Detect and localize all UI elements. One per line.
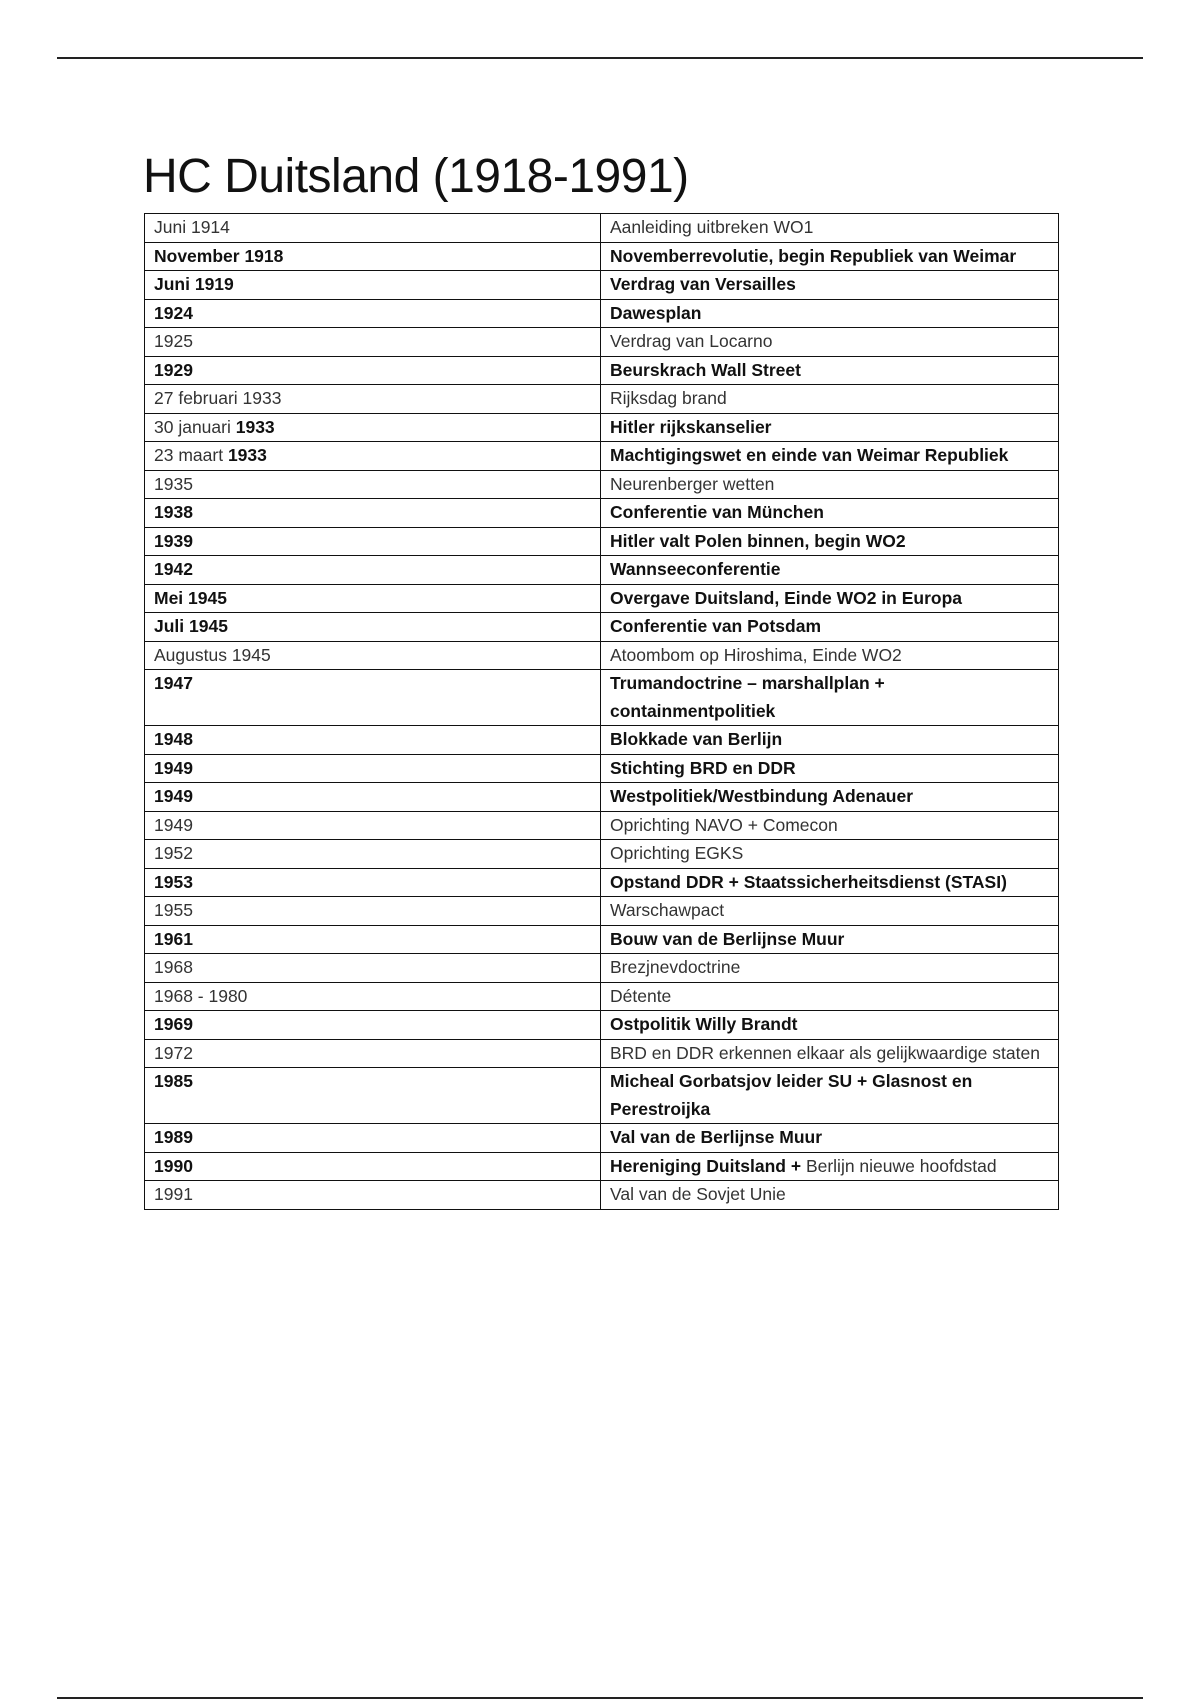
event-cell: Dawesplan [601,299,1059,328]
table-row [145,840,1059,869]
event-cell [601,1152,1059,1181]
table-row [145,726,1059,755]
date-cell [145,442,601,471]
table-row [145,641,1059,670]
event-cell-text: Berlijn nieuwe hoofdstad [805,1155,997,1176]
event-cell: Val van de Berlijnse Muur [601,1124,1059,1153]
event-cell: Conferentie van München [601,499,1059,528]
date-cell: 1985 [145,1068,601,1124]
event-cell: Opstand DDR + Staatssicherheitsdienst (STASI) [601,868,1059,897]
table-row [145,1152,1059,1181]
event-cell: Hitler valt Polen binnen, begin WO2 [601,527,1059,556]
event-cell: BRD en DDR erkennen elkaar als gelijkwaardige staten [601,1039,1059,1068]
date-cell: 1968 - 1980 [145,982,601,1011]
date-cell: Juli 1945 [145,613,601,642]
event-cell: Neurenberger wetten [601,470,1059,499]
date-cell: 1948 [145,726,601,755]
event-cell: Aanleiding uitbreken WO1 [601,214,1059,243]
date-cell-text: 30 januari [154,416,236,437]
table-row [145,670,1059,726]
event-cell: Bouw van de Berlijnse Muur [601,925,1059,954]
date-cell: 1953 [145,868,601,897]
table-row [145,214,1059,243]
table-row [145,925,1059,954]
table-row [145,1039,1059,1068]
table-row [145,299,1059,328]
date-cell: 1991 [145,1181,601,1210]
event-cell: Hitler rijkskanselier [601,413,1059,442]
date-cell-year: 1933 [227,445,267,465]
table-row [145,242,1059,271]
date-cell: 1949 [145,754,601,783]
footer-rule [57,1697,1143,1699]
event-cell: Novemberrevolutie, begin Republiek van Weimar [601,242,1059,271]
event-cell: Overgave Duitsland, Einde WO2 in Europa [601,584,1059,613]
event-cell: Ostpolitik Willy Brandt [601,1011,1059,1040]
date-cell: Mei 1945 [145,584,601,613]
event-cell: Rijksdag brand [601,385,1059,414]
date-cell: 1939 [145,527,601,556]
date-cell: 1949 [145,811,601,840]
event-cell: Trumandoctrine – marshallplan + containmentpolitiek [601,670,1059,726]
table-row [145,442,1059,471]
event-cell: Conferentie van Potsdam [601,613,1059,642]
timeline-rows [145,214,1059,1210]
date-cell: November 1918 [145,242,601,271]
event-cell: Westpolitiek/Westbindung Adenauer [601,783,1059,812]
date-cell: 1949 [145,783,601,812]
event-cell-bold: Hereniging Duitsland + [610,1155,806,1176]
date-cell: 1968 [145,954,601,983]
table-row [145,954,1059,983]
event-cell: Verdrag van Locarno [601,328,1059,357]
event-cell: Oprichting EGKS [601,840,1059,869]
date-cell: 27 februari 1933 [145,385,601,414]
date-cell: 1989 [145,1124,601,1153]
date-cell: 1938 [145,499,601,528]
event-cell: Blokkade van Berlijn [601,726,1059,755]
table-row [145,897,1059,926]
event-cell: Atoombom op Hiroshima, Einde WO2 [601,641,1059,670]
date-cell: Augustus 1945 [145,641,601,670]
table-row [145,356,1059,385]
event-cell: Oprichting NAVO + Comecon [601,811,1059,840]
table-row [145,527,1059,556]
table-row [145,1124,1059,1153]
event-cell: Verdrag van Versailles [601,271,1059,300]
table-row [145,1011,1059,1040]
event-cell: Val van de Sovjet Unie [601,1181,1059,1210]
table-row [145,584,1059,613]
date-cell: 1990 [145,1152,601,1181]
event-cell: Beurskrach Wall Street [601,356,1059,385]
page-title: HC Duitsland (1918-1991) [143,150,689,203]
table-row [145,1068,1059,1124]
table-row [145,982,1059,1011]
table-row [145,385,1059,414]
date-cell [145,413,601,442]
date-cell: 1952 [145,840,601,869]
table-row [145,811,1059,840]
table-row [145,613,1059,642]
date-cell: 1929 [145,356,601,385]
table-row [145,271,1059,300]
event-cell: Wannseeconferentie [601,556,1059,585]
date-cell: 1955 [145,897,601,926]
event-cell: Détente [601,982,1059,1011]
date-cell-text: 23 maart [154,445,228,465]
date-cell: 1925 [145,328,601,357]
table-row [145,868,1059,897]
event-cell: Brezjnevdoctrine [601,954,1059,983]
date-cell: 1942 [145,556,601,585]
table-row [145,499,1059,528]
date-cell: Juni 1919 [145,271,601,300]
date-cell: 1972 [145,1039,601,1068]
header-rule [57,57,1143,59]
table-row [145,754,1059,783]
timeline-table [144,213,1059,1210]
date-cell: 1935 [145,470,601,499]
table-row [145,556,1059,585]
date-cell: 1924 [145,299,601,328]
event-cell: Warschawpact [601,897,1059,926]
event-cell: Micheal Gorbatsjov leider SU + Glasnost en Perestroijka [601,1068,1059,1124]
event-cell: Machtigingswet en einde van Weimar Republiek [601,442,1059,471]
date-cell: 1947 [145,670,601,726]
table-row [145,413,1059,442]
date-cell: 1969 [145,1011,601,1040]
table-row [145,470,1059,499]
event-cell: Stichting BRD en DDR [601,754,1059,783]
table-row [145,1181,1059,1210]
table-row [145,783,1059,812]
table-row [145,328,1059,357]
date-cell-year: 1933 [235,416,275,437]
date-cell: 1961 [145,925,601,954]
date-cell: Juni 1914 [145,214,601,243]
